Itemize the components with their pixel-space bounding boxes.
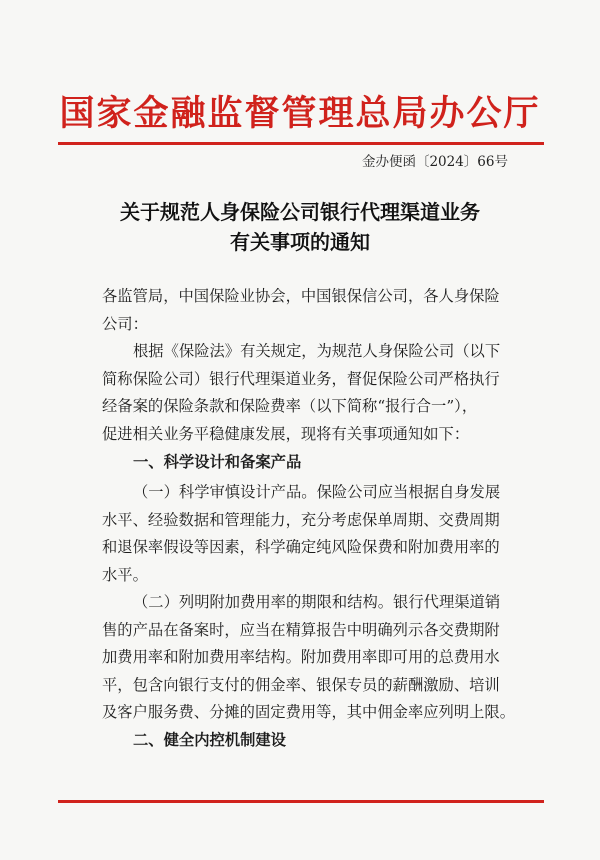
body-line: 各监管局，中国保险业协会，中国银保信公司，各人身保险 [102,287,500,305]
body-line: 根据《保险法》有关规定，为规范人身保险公司（以下 [133,342,501,360]
body-line: 售的产品在备案时，应当在精算报告中明确列示各交费期附 [102,620,500,639]
body-line: （一）科学审慎设计产品。保险公司应当根据自身发展 [133,483,501,501]
header-red-rule [58,142,544,145]
body-line: 水平。 [102,565,148,584]
section-heading-2 [102,727,510,755]
preamble-paragraph [102,338,510,448]
document-title-line-2: 有关事项的通知 [230,230,370,254]
addressee-paragraph [102,283,510,338]
body-line: 水平、经验数据和管理能力，充分考虑保单周期、交费周期 [102,510,500,529]
body-line: 简称保险公司）银行代理渠道业务，督促保险公司严格执行 [102,369,500,388]
body-line: 及客户服务费、分摊的固定费用等，其中佣金率应列明上限。 [102,703,516,721]
body-line: 平，包含向银行支付的佣金率、银保专员的薪酬激励、培训 [102,675,500,694]
item-1-paragraph [102,479,510,589]
document-title-line-1: 关于规范人身保险公司银行代理渠道业务 [120,200,480,224]
section-heading: 二、健全内控机制建设 [133,731,286,749]
body-line: 经备案的保险条款和保险费率（以下简称“报行合一”）， [102,397,478,415]
body-line: 加费用率和附加费用率结构。附加费用率即可用的总费用水 [102,648,500,666]
body-line: （二）列明附加费用率的期限和结构。银行代理渠道销 [133,593,501,611]
agency-masthead: 国家金融监督管理总局办公厅 [59,93,541,134]
body-line: 公司： [102,314,148,333]
item-2-paragraph [102,589,516,727]
footer-red-rule [58,800,544,803]
body-line: 和退保率假设等因素，科学确定纯风险保费和附加费用率的 [102,538,500,556]
section-heading-1 [102,449,510,477]
section-heading: 一、科学设计和备案产品 [133,453,302,471]
document-number: 金办便函〔2024〕66号 [361,154,508,170]
body-line: 促进相关业务平稳健康发展，现将有关事项通知如下： [102,424,470,443]
